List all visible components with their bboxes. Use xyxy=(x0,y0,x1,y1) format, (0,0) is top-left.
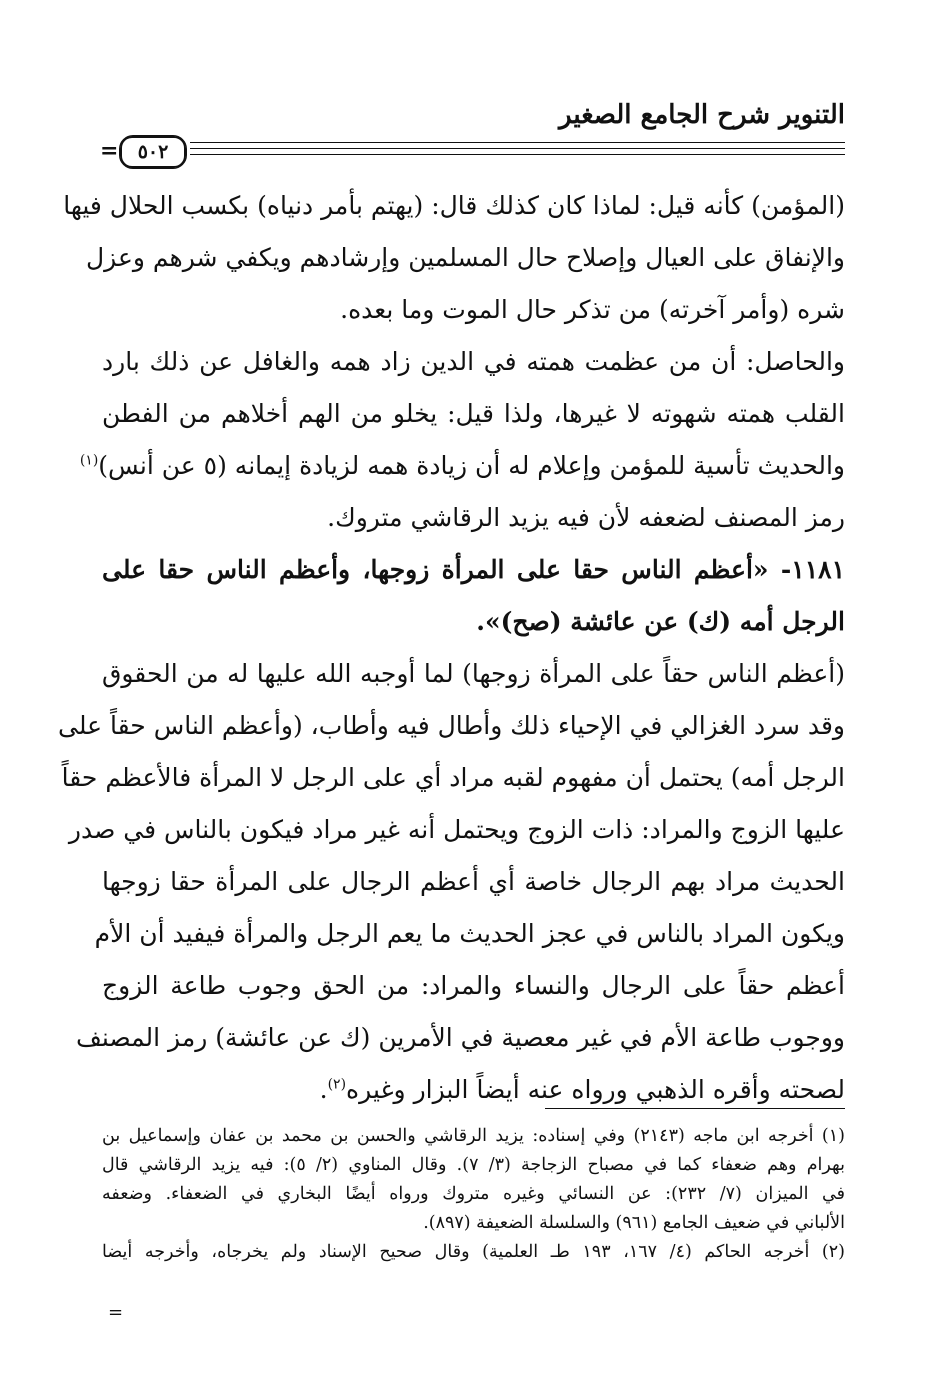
text-line: وقد سرد الغزالي في الإحياء ذلك وأطال فيه وأطاب، (وأعظم الناس حقاً على xyxy=(58,711,845,740)
text-line: القلب همته شهوته لا غيرها، ولذا قيل: يخلو من الهم أخلاهم من الفطن xyxy=(102,399,845,428)
footnote-line: الألباني في ضعيف الجامع (٩٦١) والسلسلة الضعيفة (٨٩٧). xyxy=(423,1213,845,1233)
continuation-mark: = xyxy=(100,138,119,164)
text-line: والإنفاق على العيال وإصلاح حال المسلمين وإرشادهم ويكفي شرهم وعزل xyxy=(86,243,845,272)
text-line: والحاصل: أن من عظمت همته في الدين زاد همه والغافل عن ذلك بارد xyxy=(102,347,845,376)
hadith-line: الرجل أمه (ك) عن عائشة (صح)». xyxy=(476,607,845,636)
text-line: رمز المصنف لضعفه لأن فيه يزيد الرقاشي متروك. xyxy=(327,503,845,532)
text-line: شره (وأمر آخرته) من تذكر حال الموت وما بعده. xyxy=(340,295,845,324)
footnote-line: (١) أخرجه ابن ماجه (٢١٤٣) وفي إسناده: يزيد الرقاشي والحسن بن محمد بن عفان وإسماعيل بن xyxy=(102,1126,845,1146)
text-line: ويكون المراد بالناس في عجز الحديث ما يعم الرجل والمرأة فيفيد أن الأم xyxy=(94,919,845,948)
footnote-line: بهرام وهم ضعفاء كما في مصباح الزجاجة (٣/ ٧). وقال المناوي (٢/ ٥): فيه يزيد الرقاشي قال xyxy=(102,1155,845,1175)
running-title: التنوير شرح الجامع الصغير xyxy=(559,100,845,130)
main-text xyxy=(58,180,845,1116)
text-span: . xyxy=(319,1075,328,1104)
text-line: عليها الزوج والمراد: ذات الزوج ويحتمل أنه غير مراد فيكون بالناس في صدر xyxy=(68,815,845,844)
hadith-line: ١١٨١- «أعظم الناس حقا على المرأة زوجها، وأعظم الناس حقا على xyxy=(102,555,845,584)
text-line xyxy=(79,440,845,492)
text-line: الحديث مراد بهم الرجال خاصة أي أعظم الرجال على المرأة حقا زوجها xyxy=(102,867,845,896)
text-span: والحديث تأسية للمؤمن وإعلام له أن زيادة همه لزيادة إيمانه (٥ عن أنس) xyxy=(98,451,845,480)
footnote-ref: (٢) xyxy=(327,1076,347,1093)
header-rule xyxy=(190,154,845,155)
footnote-divider xyxy=(545,1108,845,1109)
header-rule xyxy=(190,142,845,143)
footnotes xyxy=(102,1122,845,1267)
text-line: (المؤمن) كأنه قيل: لماذا كان كذلك قال: (يهتم بأمر دنياه) بكسب الحلال فيها xyxy=(63,191,845,220)
page-number: ٥٠٢ xyxy=(120,136,186,168)
text-line: (أعظم الناس حقاً على المرأة زوجها) لما أوجبه الله عليها له من الحقوق xyxy=(102,659,845,688)
footnote-line: (٢) أخرجه الحاكم (٤/ ١٦٧، ١٩٣ طـ العلمية) وقال صحيح الإسناد ولم يخرجاه، وأخرجه أيضا xyxy=(102,1242,845,1262)
text-line: الرجل أمه) يحتمل أن مفهوم لقبه مراد أي على الرجل لا المرأة فالأعظم حقاً xyxy=(61,763,845,792)
text-line: ووجوب طاعة الأم في غير معصية في الأمرين (ك عن عائشة) رمز المصنف xyxy=(75,1023,845,1052)
text-line: أعظم حقاً على الرجال والنساء والمراد: من الحق وجوب طاعة الزوج xyxy=(102,971,845,1000)
continuation-mark: = xyxy=(108,1302,124,1323)
footnote-ref: (١) xyxy=(79,452,99,469)
footnote-line: في الميزان (٧/ ٢٣٢): عن النسائي وغيره متروك ورواه أيضًا البخاري في الضعفاء. وضعفه xyxy=(102,1184,845,1204)
header-rule xyxy=(190,148,845,149)
text-span: لصحته وأقره الذهبي ورواه عنه أيضاً البزار وغيره xyxy=(346,1075,845,1104)
